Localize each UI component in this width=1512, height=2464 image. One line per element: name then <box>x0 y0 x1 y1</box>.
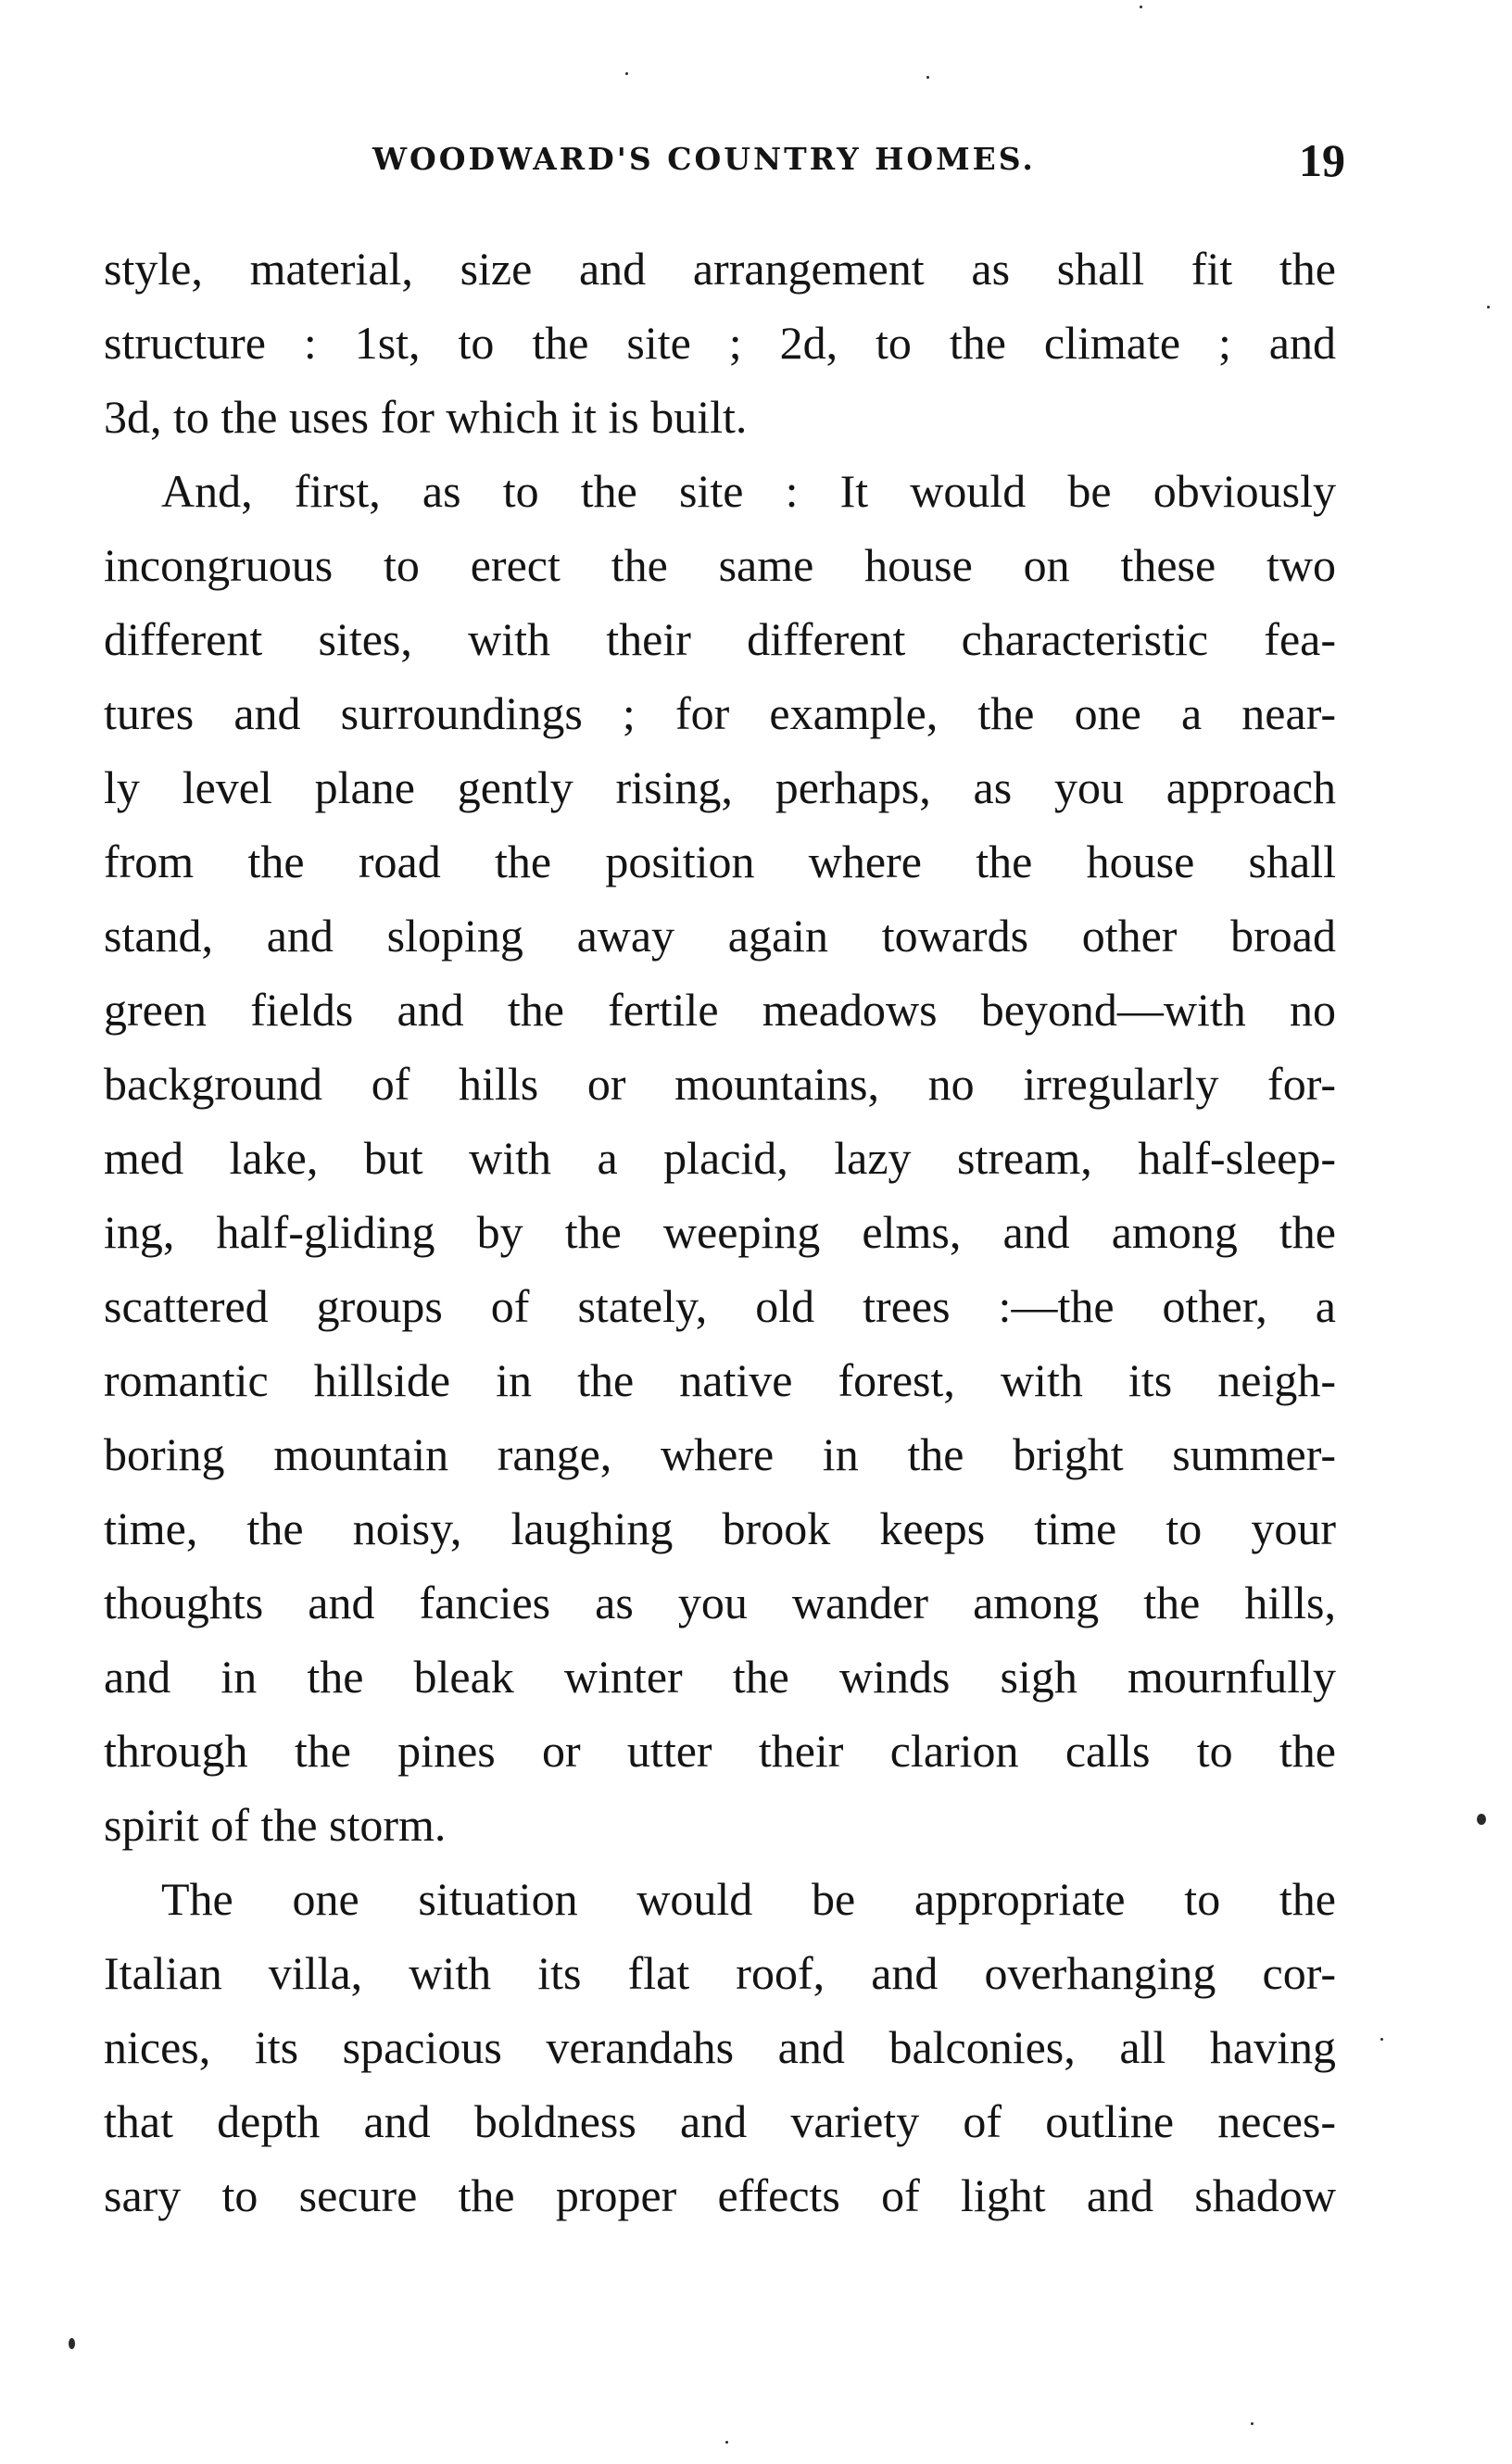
text-line: ing, half-gliding by the weeping elms, and among the <box>104 1206 1336 1258</box>
scan-speck <box>725 2441 728 2444</box>
running-head <box>104 134 1345 202</box>
text-line: through the pines or utter their clarion calls to the <box>104 1725 1336 1777</box>
paragraph-2 <box>104 454 1336 1862</box>
scan-speck <box>1140 6 1142 8</box>
paragraph-3 <box>104 1862 1336 2232</box>
text-line: tures and surroundings ; for example, the one a near- <box>104 687 1336 739</box>
text-line: style, material, size and arrangement as shall fit the <box>104 243 1336 295</box>
text-line: med lake, but with a placid, lazy stream, half-sleep- <box>104 1132 1336 1184</box>
text-line: that depth and boldness and variety of outline neces- <box>104 2095 1336 2147</box>
scan-speck <box>1251 2422 1254 2425</box>
text-line: different sites, with their different characteristic fea- <box>104 613 1336 665</box>
text-line: background of hills or mountains, no irregularly for- <box>104 1058 1336 1110</box>
page-number: 19 <box>1299 134 1345 186</box>
scan-speck <box>926 76 929 79</box>
text-line: scattered groups of stately, old trees :—the other, a <box>104 1280 1336 1332</box>
text-line: sary to secure the proper effects of light and shadow <box>104 2169 1336 2221</box>
text-line: ly level plane gently rising, perhaps, as you approach <box>104 761 1336 813</box>
scan-speck <box>625 72 628 75</box>
paragraph-1 <box>104 232 1336 454</box>
text-line: structure : 1st, to the site ; 2d, to the climate ; and <box>104 317 1336 369</box>
text-line: 3d, to the uses for which it is built. <box>104 391 748 443</box>
running-title: WOODWARD'S COUNTRY HOMES. <box>372 141 1036 177</box>
scan-speck <box>1380 2038 1383 2041</box>
text-line: The one situation would be appropriate to the <box>161 1873 1336 1925</box>
text-line: green fields and the fertile meadows beyond—with no <box>104 984 1336 1036</box>
scan-speck <box>69 2338 75 2349</box>
text-line: from the road the position where the house shall <box>104 836 1336 887</box>
scan-speck <box>1487 306 1490 308</box>
text-line: thoughts and fancies as you wander among the hills, <box>104 1577 1336 1628</box>
scan-speck <box>1477 1814 1486 1825</box>
text-line: incongruous to erect the same house on these two <box>104 539 1336 591</box>
text-line: boring mountain range, where in the bright summer- <box>104 1428 1336 1480</box>
text-line: stand, and sloping away again towards other broad <box>104 910 1336 962</box>
text-line: nices, its spacious verandahs and balconies, all having <box>104 2021 1336 2073</box>
text-line: And, first, as to the site : It would be obviously <box>161 465 1336 517</box>
text-line: romantic hillside in the native forest, with its neigh- <box>104 1354 1336 1406</box>
text-line: time, the noisy, laughing brook keeps time to your <box>104 1502 1336 1554</box>
text-line: and in the bleak winter the winds sigh mournfully <box>104 1651 1336 1703</box>
text-line: spirit of the storm. <box>104 1799 447 1851</box>
body-text <box>104 232 1336 2232</box>
text-line: Italian villa, with its flat roof, and overhanging cor- <box>104 1947 1336 1999</box>
